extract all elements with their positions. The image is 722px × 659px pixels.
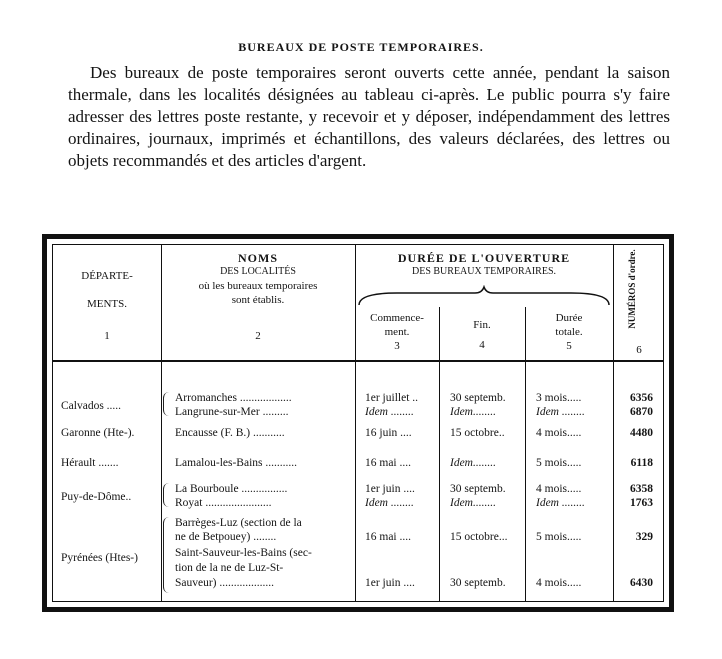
start-date: 1er juillet ..: [365, 392, 419, 404]
header-duree: [355, 251, 613, 279]
header-total-num: 5: [566, 340, 572, 352]
header-start-num: 3: [394, 340, 400, 352]
start-date: Idem ........: [365, 497, 414, 509]
page-title: BUREAUX DE POSTE TEMPORAIRES.: [238, 40, 484, 54]
header-total: [525, 311, 613, 353]
header-noms-num: 2: [255, 330, 261, 342]
start-date: 1er juin ....: [365, 483, 415, 495]
locality: Saint-Sauveur-les-Bains (sec-: [175, 547, 312, 559]
header-brace-icon: [357, 285, 611, 307]
dept-pyrenees: Pyrénées (Htes-): [61, 552, 138, 564]
end-date: 15 octobre...: [450, 531, 508, 543]
total-duration: 5 mois.....: [536, 531, 582, 543]
header-duree-sub: DES BUREAUX TEMPORAIRES.: [412, 266, 556, 277]
dept-puy-de-dome: Puy-de-Dôme..: [61, 491, 132, 503]
total-duration: Idem ........: [536, 406, 585, 418]
header-noms-sub1: DES LOCALITÉS: [220, 266, 296, 277]
brace-icon: [163, 517, 170, 593]
start-date: 16 mai ....: [365, 457, 411, 469]
total-duration: 5 mois.....: [536, 457, 582, 469]
table-inner: [52, 244, 664, 602]
order-number: 4480: [630, 427, 653, 439]
locality: Royat .......................: [175, 497, 272, 509]
total-duration: 3 mois.....: [536, 392, 582, 404]
locality: ne de Betpouey) ........: [175, 531, 277, 543]
header-start-line1: Commence-: [370, 312, 424, 324]
col-divider: [355, 245, 356, 601]
order-number: 329: [635, 531, 653, 543]
locality: La Bourboule ................: [175, 483, 288, 495]
start-date: Idem ........: [365, 406, 414, 418]
header-end-num: 4: [479, 339, 485, 351]
header-dept-num: 1: [104, 330, 110, 342]
header-end-label: Fin.: [473, 319, 491, 331]
order-number: 6118: [630, 457, 653, 469]
locality: Encausse (F. B.) ...........: [175, 427, 285, 439]
header-start: [355, 311, 439, 353]
header-duree-title: DURÉE DE L'OUVERTURE: [397, 251, 571, 265]
order-number: 6870: [630, 406, 653, 418]
locality: Langrune-sur-Mer .........: [175, 406, 289, 418]
end-date: 30 septemb.: [450, 392, 506, 404]
start-date: 16 juin ....: [365, 427, 412, 439]
end-date: 15 octobre..: [450, 427, 505, 439]
brace-icon: [163, 392, 170, 416]
header-ordre: [613, 249, 665, 339]
locality: tion de la ne de Luz-St-: [175, 562, 284, 574]
dept-herault: Hérault .......: [61, 457, 119, 469]
header-ordre-label: NUMÉROS d'ordre.: [627, 249, 637, 329]
dept-garonne: Garonne (Hte-).: [61, 427, 135, 439]
end-date: 30 septemb.: [450, 577, 506, 589]
end-date: Idem........: [450, 406, 496, 418]
total-duration: 4 mois.....: [536, 577, 582, 589]
header-ordre-num: 6: [636, 344, 642, 356]
total-duration: 4 mois.....: [536, 483, 582, 495]
locality: Lamalou-les-Bains ...........: [175, 457, 298, 469]
header-noms-sub3: sont établis.: [231, 294, 285, 306]
end-date: 30 septemb.: [450, 483, 506, 495]
header-dept: [53, 269, 161, 343]
start-date: 16 mai ....: [365, 531, 411, 543]
order-number: 6356: [630, 392, 653, 404]
header-dept-line2: MENTS.: [86, 298, 128, 310]
locality: Arromanches ..................: [175, 392, 292, 404]
total-duration: 4 mois.....: [536, 427, 582, 439]
end-date: Idem........: [450, 497, 496, 509]
post-office-table: [42, 234, 674, 612]
header-noms-sub2: où les bureaux temporaires: [198, 280, 318, 292]
intro-text: Des bureaux de poste temporaires seront ouverts cette année, pendant la saison thermale, dans les localités désignées au tableau ci-après. Le public pourra s'y faire adresser des lettres poste restante, y recevoir et y déposer, indépendamment des lettres ordinaires, journaux, imprimés et échantillons, des valeurs déclarées, des lettres ou objets recommandés et des articles d'argent.: [68, 63, 670, 170]
header-end: [439, 318, 525, 352]
order-number: 6358: [630, 483, 653, 495]
total-duration: Idem ........: [536, 497, 585, 509]
header-rule: [53, 360, 663, 362]
header-dept-line1: DÉPARTE-: [81, 270, 133, 282]
start-date: 1er juin ....: [365, 577, 415, 589]
header-noms-title: NOMS: [238, 251, 278, 265]
header-noms: [161, 251, 355, 343]
header-total-line2: totale.: [555, 326, 583, 338]
header-total-line1: Durée: [555, 312, 583, 324]
intro-paragraph: [68, 62, 670, 172]
order-number: 1763: [630, 497, 653, 509]
locality: Sauveur) ...................: [175, 577, 275, 589]
order-number: 6430: [630, 577, 653, 589]
brace-icon: [163, 483, 170, 507]
header-start-line2: ment.: [384, 326, 410, 338]
end-date: Idem........: [450, 457, 496, 469]
dept-calvados: Calvados .....: [61, 400, 122, 412]
locality: Barrèges-Luz (section de la: [175, 517, 302, 529]
